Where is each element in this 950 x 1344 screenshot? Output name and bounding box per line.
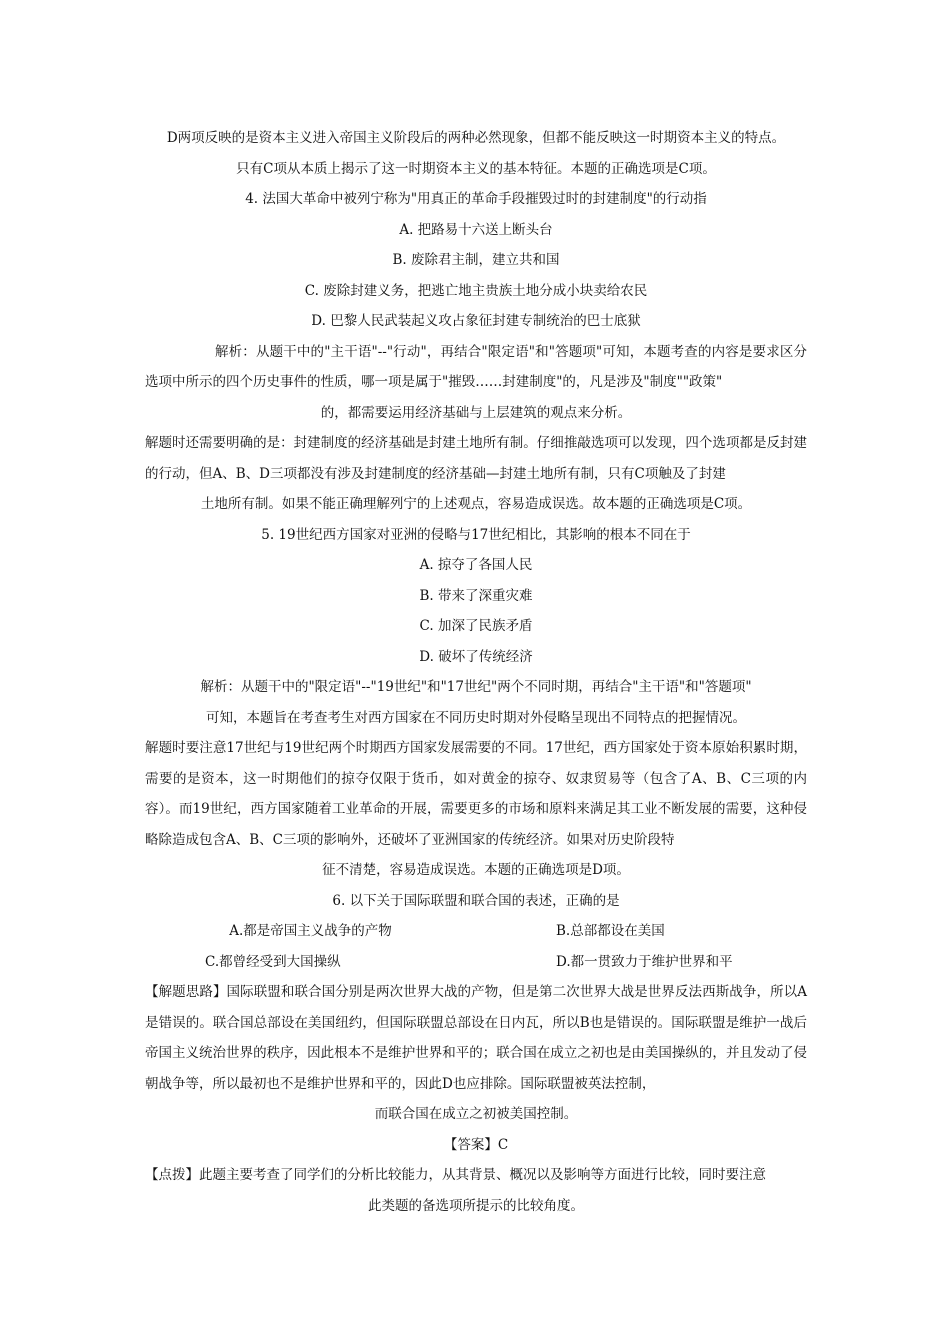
analysis-paragraph-end: 征不清楚，容易造成误选。本题的正确选项是D项。 (322, 862, 630, 878)
question-5: 5. 19世纪西方国家对亚洲的侵略与17世纪相比，其影响的根本不同在于 (261, 526, 691, 543)
tip-end: 此类题的备选项所提示的比较角度。 (368, 1197, 584, 1214)
analysis-paragraph: 解题时还需要明确的是：封建制度的经济基础是封建土地所有制。仔细推敲选项可以发现，四个选项都是反封建的行动，但A、B、D三项都没有涉及封建制度的经济基础—封建土地所有制，只有C项触及了封建 (145, 435, 807, 482)
analysis-paragraph: 解析：从题干中的"限定语"--"19世纪"和"17世纪"两个不同时期，再结合"主干语"和"答题项" (200, 679, 752, 695)
option-b: B.总部都设在美国 (556, 923, 665, 939)
option-b: B. 废除君主制，建立共和国 (392, 252, 560, 268)
analysis-paragraph-end: 土地所有制。如果不能正确理解列宁的上述观点，容易造成误选。故本题的正确选项是C项。 (200, 496, 752, 512)
option-d: D.都一贯致力于维护世界和平 (556, 953, 733, 970)
question-6: 6. 以下关于国际联盟和联合国的表述，正确的是 (332, 892, 620, 909)
options-row (145, 916, 807, 947)
answer: 【答案】C (443, 1136, 509, 1153)
option-c: C.都曾经受到大国操纵 (205, 953, 341, 970)
option-b: B. 带来了深重灾难 (419, 587, 533, 604)
option-c: C. 废除封建义务，把逃亡地主贵族土地分成小块卖给农民 (304, 282, 648, 299)
option-d: D. 破坏了传统经济 (419, 648, 533, 665)
question-4: 4. 法国大革命中被列宁称为"用真正的革命手段摧毁过时的封建制度"的行动指 (245, 191, 707, 207)
analysis-paragraph: 解析：从题干中的"主干语"--"行动"，再结合"限定语"和"答题项"可知，本题考查的内容是要求区分选项中所示的四个历史事件的性质，哪一项是属于"摧毁……封建制度"的，凡是涉及"制度""政策" (145, 343, 807, 390)
solution-idea: 【解题思路】国际联盟和联合国分别是两次世界大战的产物，但是第二次世界大战是世界反法西斯战争，所以A是错误的。联合国总部设在美国纽约，但国际联盟总部设在日内瓦，所以B也是错误的。国际联盟是维护一战后帝国主义统治世界的秩序，因此根本不是维护世界和平的；联合国在成立之初也是由美国操纵的，并且发动了侵朝战争等，所以最初也不是维护世界和平的，因此D也应排除。国际联盟被英法控制， (145, 984, 807, 1092)
option-a: A.都是帝国主义战争的产物 (229, 923, 392, 939)
options-row (145, 947, 807, 978)
text-line: 只有C项从本质上揭示了这一时期资本主义的基本特征。本题的正确选项是C项。 (236, 160, 716, 177)
analysis-paragraph-end: 的，都需要运用经济基础与上层建筑的观点来分析。 (320, 404, 632, 421)
document-page (145, 123, 807, 1221)
option-a: A. 把路易十六送上断头台 (399, 221, 553, 238)
analysis-paragraph: 解题时要注意17世纪与19世纪两个时期西方国家发展需要的不同。17世纪，西方国家处于资本原始积累时期，需要的是资本，这一时期他们的掠夺仅限于货币，如对黄金的掠夺、奴隶贸易等（包含了A、B、C三项的内容）。而19世纪，西方国家随着工业革命的开展，需要更多的市场和原料来满足其工业不断发展的需要，这种侵略除造成包含A、B、C三项的影响外，还破坏了亚洲国家的传统经济。如果对历史阶段特 (145, 740, 807, 848)
tip: 【点拨】此题主要考查了同学们的分析比较能力，从其背景、概况以及影响等方面进行比较，同时要注意 (145, 1167, 766, 1183)
analysis-paragraph: 可知，本题旨在考查考生对西方国家在不同历史时期对外侵略呈现出不同特点的把握情况。 (206, 709, 746, 726)
text-line: D两项反映的是资本主义进入帝国主义阶段后的两种必然现象，但都不能反映这一时期资本主义的特点。 (166, 130, 786, 146)
option-a: A. 掠夺了各国人民 (419, 557, 533, 573)
option-d: D. 巴黎人民武装起义攻占象征封建专制统治的巴士底狱 (311, 313, 641, 329)
solution-idea-end: 而联合国在成立之初被美国控制。 (374, 1106, 578, 1122)
option-c: C. 加深了民族矛盾 (419, 618, 533, 634)
